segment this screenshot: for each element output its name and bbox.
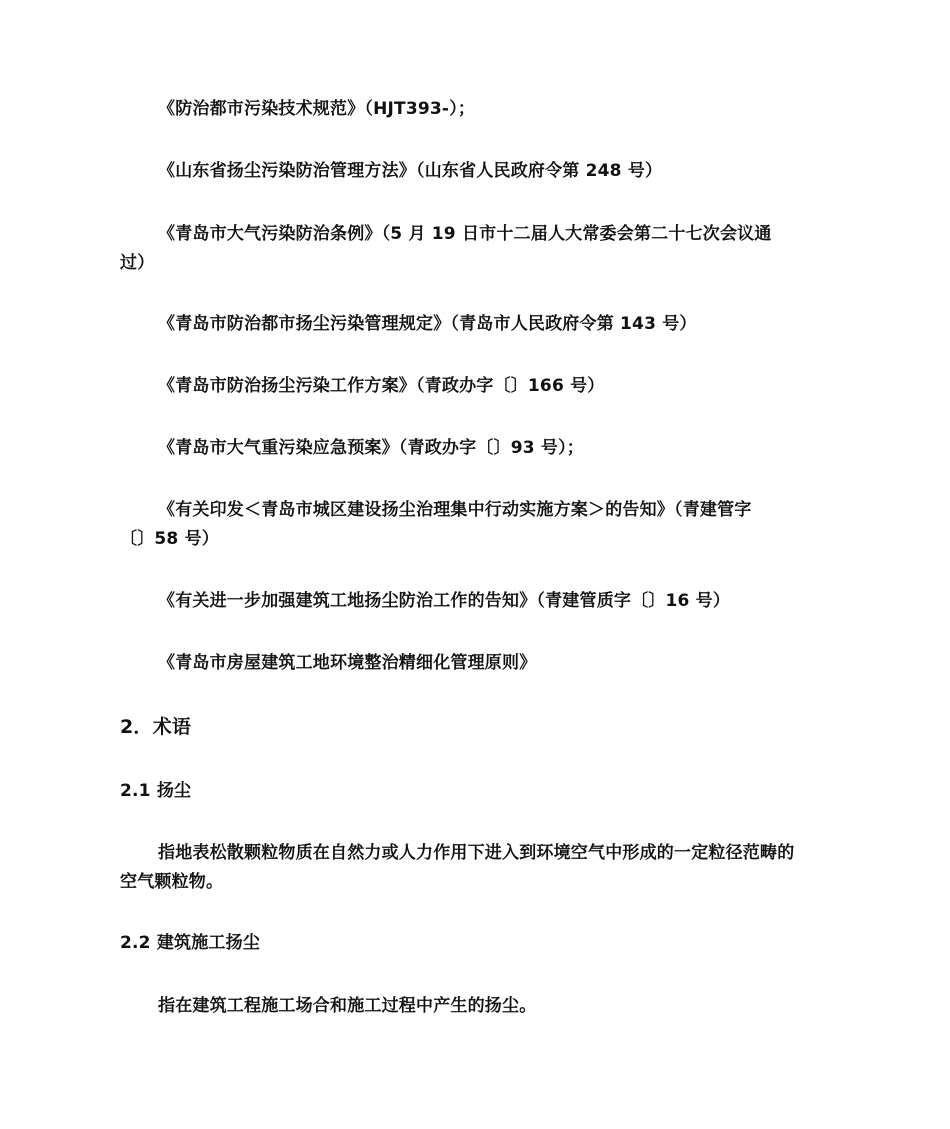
- section-heading: 2．术语: [120, 716, 192, 738]
- term-heading: 2.2 建筑施工扬尘: [120, 933, 261, 953]
- reference-item: 《有关进一步加强建筑工地扬尘防治工作的告知》（青建管质字〔〕16 号）: [158, 591, 731, 611]
- term-heading: 2.1 扬尘: [120, 781, 192, 801]
- reference-item: 《青岛市房屋建筑工地环境整治精细化管理原则》: [158, 653, 537, 673]
- reference-item: 《青岛市大气污染防治条例》（5 月 19 日市十二届人大常委会第二十七次会议通: [158, 224, 772, 244]
- reference-item: 《防治都市污染技术规范》（HJT393-）；: [158, 99, 476, 119]
- reference-item-continuation: 〔〕58 号）: [120, 529, 219, 549]
- reference-item: 《青岛市防治都市扬尘污染管理规定》（青岛市人民政府令第 143 号）: [158, 314, 697, 334]
- term-definition-continuation: 空气颗粒物。: [120, 872, 224, 892]
- reference-item: 《山东省扬尘污染防治管理方法》（山东省人民政府令第 248 号）: [158, 161, 663, 181]
- term-definition: 指地表松散颗粒物质在自然力或人力作用下进入到环境空气中形成的一定粒径范畴的: [158, 843, 795, 863]
- reference-item-continuation: 过）: [120, 253, 155, 273]
- reference-item: 《青岛市防治扬尘污染工作方案》（青政办字〔〕166 号）: [158, 376, 605, 396]
- reference-item: 《有关印发＜青岛市城区建设扬尘治理集中行动实施方案＞的告知》（青建管字: [158, 500, 752, 520]
- reference-item: 《青岛市大气重污染应急预案》（青政办字〔〕93 号）；: [158, 438, 584, 458]
- term-definition: 指在建筑工程施工场合和施工过程中产生的扬尘。: [158, 996, 537, 1016]
